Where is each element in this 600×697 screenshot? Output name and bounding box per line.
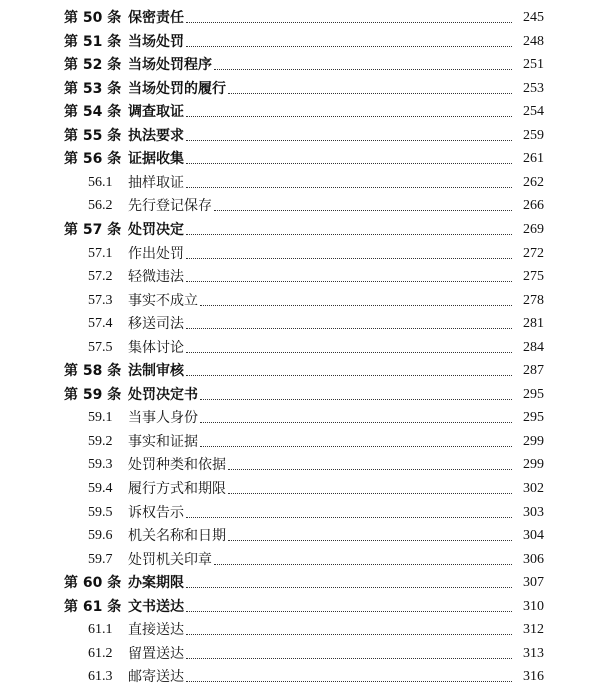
toc-subsection-entry[interactable] bbox=[0, 263, 600, 286]
toc-entry-page-number: 245 bbox=[523, 10, 544, 25]
toc-entry-page-number: 312 bbox=[523, 622, 544, 638]
toc-entry-number: 56.2 bbox=[88, 198, 113, 214]
toc-entry-number: 57.4 bbox=[88, 316, 113, 332]
toc-subsection-entry[interactable] bbox=[0, 499, 600, 522]
toc-subsection-entry[interactable] bbox=[0, 451, 600, 474]
toc-article-entry[interactable] bbox=[0, 381, 600, 404]
toc-entry-page-number: 269 bbox=[523, 221, 544, 237]
toc-entry-number: 第 59 条 bbox=[64, 386, 122, 403]
toc-entry-title: 移送司法 bbox=[128, 316, 184, 333]
dot-leader bbox=[186, 351, 512, 353]
toc-entry-number: 第 50 条 bbox=[64, 10, 122, 26]
dot-leader bbox=[186, 139, 512, 141]
dot-leader bbox=[228, 92, 512, 94]
dot-leader bbox=[186, 680, 512, 682]
toc-entry-page-number: 295 bbox=[523, 386, 544, 402]
toc-entry-page-number: 272 bbox=[523, 245, 544, 261]
dot-leader bbox=[200, 421, 512, 423]
toc-article-entry[interactable] bbox=[0, 357, 600, 380]
dot-leader bbox=[200, 304, 512, 306]
dot-leader bbox=[186, 162, 512, 164]
toc-entry-number: 第 57 条 bbox=[64, 221, 122, 238]
toc-entry-page-number: 281 bbox=[523, 316, 544, 332]
toc-entry-title: 事实和证据 bbox=[128, 433, 198, 450]
toc-entry-page-number: 302 bbox=[523, 481, 544, 496]
toc-entry-number: 61.1 bbox=[88, 622, 113, 638]
toc-entry-page-number: 306 bbox=[523, 551, 544, 567]
toc-entry-page-number: 299 bbox=[523, 457, 544, 473]
toc-article-entry[interactable] bbox=[0, 98, 600, 121]
toc-entry-page-number: 307 bbox=[523, 575, 544, 591]
toc-entry-page-number: 303 bbox=[523, 504, 544, 520]
toc-article-entry[interactable] bbox=[0, 593, 600, 616]
toc-entry-title: 保密责任 bbox=[128, 10, 184, 26]
toc-article-entry[interactable] bbox=[0, 122, 600, 145]
toc-entry-page-number: 278 bbox=[523, 292, 544, 308]
toc-entry-title: 处罚决定 bbox=[128, 221, 184, 238]
toc-article-entry[interactable] bbox=[0, 51, 600, 74]
toc-entry-page-number: 295 bbox=[523, 410, 544, 426]
toc-entry-page-number: 313 bbox=[523, 645, 544, 661]
toc-subsection-entry[interactable] bbox=[0, 192, 600, 215]
toc-entry-title: 调查取证 bbox=[128, 104, 184, 121]
dot-leader bbox=[186, 45, 512, 47]
toc-entry-title: 邮寄送达 bbox=[128, 669, 184, 686]
toc-entry-title: 办案期限 bbox=[128, 575, 184, 592]
toc-entry-number: 61.3 bbox=[88, 669, 113, 685]
toc-entry-page-number: 266 bbox=[523, 198, 544, 214]
toc-entry-title: 法制审核 bbox=[128, 363, 184, 380]
dot-leader bbox=[228, 468, 512, 470]
toc-entry-title: 文书送达 bbox=[128, 598, 184, 615]
toc-entry-number: 59.6 bbox=[88, 528, 113, 544]
toc-entry-title: 先行登记保存 bbox=[128, 198, 212, 215]
dot-leader bbox=[186, 233, 512, 235]
toc-subsection-entry[interactable] bbox=[0, 404, 600, 427]
dot-leader bbox=[186, 610, 512, 612]
toc-entry-number: 59.1 bbox=[88, 410, 113, 426]
toc-entry-page-number: 251 bbox=[523, 57, 544, 73]
toc-entry-title: 执法要求 bbox=[128, 127, 184, 144]
toc-entry-number: 59.3 bbox=[88, 457, 113, 473]
toc-entry-title: 处罚种类和依据 bbox=[128, 457, 226, 474]
toc-entry-title: 当事人身份 bbox=[128, 410, 198, 427]
toc-subsection-entry[interactable] bbox=[0, 616, 600, 639]
toc-entry-page-number: 304 bbox=[523, 528, 544, 544]
toc-entry-page-number: 248 bbox=[523, 33, 544, 49]
toc-entry-title: 处罚机关印章 bbox=[128, 551, 212, 568]
toc-entry-number: 第 51 条 bbox=[64, 33, 122, 50]
toc-entry-page-number: 299 bbox=[523, 433, 544, 449]
toc-article-entry[interactable] bbox=[0, 28, 600, 51]
toc-entry-page-number: 262 bbox=[523, 174, 544, 190]
dot-leader bbox=[186, 327, 512, 329]
toc-entry-number: 57.2 bbox=[88, 269, 113, 285]
toc-subsection-entry[interactable] bbox=[0, 334, 600, 357]
dot-leader bbox=[186, 657, 512, 659]
toc-entry-number: 61.2 bbox=[88, 645, 113, 661]
toc-entry-number: 第 61 条 bbox=[64, 598, 122, 615]
toc-entry-title: 处罚决定书 bbox=[128, 386, 198, 403]
dot-leader bbox=[186, 586, 512, 588]
toc-entry-title: 直接送达 bbox=[128, 622, 184, 639]
toc-entry-title: 留置送达 bbox=[128, 645, 184, 662]
toc-entry-title: 事实不成立 bbox=[128, 292, 198, 309]
toc-entry-title: 当场处罚的履行 bbox=[128, 80, 226, 97]
toc-article-entry[interactable] bbox=[0, 216, 600, 239]
toc-subsection-entry[interactable] bbox=[0, 287, 600, 310]
toc-subsection-entry[interactable] bbox=[0, 546, 600, 569]
toc-subsection-entry[interactable] bbox=[0, 663, 600, 686]
dot-leader bbox=[228, 539, 512, 541]
toc-subsection-entry[interactable] bbox=[0, 169, 600, 192]
toc-entry-number: 56.1 bbox=[88, 174, 113, 190]
toc-entry-title: 机关名称和日期 bbox=[128, 528, 226, 545]
toc-entry-number: 59.5 bbox=[88, 504, 113, 520]
toc-entry-title: 作出处罚 bbox=[128, 245, 184, 262]
toc-entry-number: 第 52 条 bbox=[64, 57, 122, 74]
toc-entry-number: 57.1 bbox=[88, 245, 113, 261]
toc-subsection-entry[interactable] bbox=[0, 475, 600, 498]
toc-entry-page-number: 287 bbox=[523, 363, 544, 379]
dot-leader bbox=[214, 563, 512, 565]
toc-subsection-entry[interactable] bbox=[0, 240, 600, 263]
toc-entry-title: 轻微违法 bbox=[128, 269, 184, 286]
toc-entry-page-number: 253 bbox=[523, 80, 544, 96]
toc-subsection-entry[interactable] bbox=[0, 310, 600, 333]
toc-entry-title: 证据收集 bbox=[128, 151, 184, 168]
toc-entry-number: 59.7 bbox=[88, 551, 113, 567]
dot-leader bbox=[214, 68, 512, 70]
toc-entry-number: 59.2 bbox=[88, 433, 113, 449]
toc-entry-page-number: 259 bbox=[523, 127, 544, 143]
toc-entry-number: 57.5 bbox=[88, 339, 113, 355]
toc-entry-number: 57.3 bbox=[88, 292, 113, 308]
toc-entry-number: 第 60 条 bbox=[64, 575, 122, 592]
dot-leader bbox=[186, 280, 512, 282]
toc-entry-number: 59.4 bbox=[88, 481, 113, 496]
dot-leader bbox=[186, 257, 512, 259]
toc-entry-page-number: 316 bbox=[523, 669, 544, 685]
toc-entry-number: 第 55 条 bbox=[64, 127, 122, 144]
toc-entry-title: 当场处罚程序 bbox=[128, 57, 212, 74]
toc-article-entry[interactable] bbox=[0, 569, 600, 592]
dot-leader bbox=[186, 21, 512, 23]
toc-entry-title: 抽样取证 bbox=[128, 174, 184, 191]
dot-leader bbox=[186, 374, 512, 376]
dot-leader bbox=[200, 445, 512, 447]
dot-leader bbox=[200, 398, 512, 400]
toc-entry-page-number: 254 bbox=[523, 104, 544, 120]
toc-entry-page-number: 275 bbox=[523, 269, 544, 285]
dot-leader bbox=[214, 209, 512, 211]
dot-leader bbox=[228, 492, 512, 494]
dot-leader bbox=[186, 633, 512, 635]
toc-subsection-entry[interactable] bbox=[0, 522, 600, 545]
toc-entry-number: 第 56 条 bbox=[64, 151, 122, 168]
toc-subsection-entry[interactable] bbox=[0, 640, 600, 663]
toc-entry-number: 第 58 条 bbox=[64, 363, 122, 380]
toc-entry-number: 第 54 条 bbox=[64, 104, 122, 121]
toc-entry-page-number: 261 bbox=[523, 151, 544, 167]
toc-entry-title: 集体讨论 bbox=[128, 339, 184, 356]
toc-entry-title: 履行方式和期限 bbox=[128, 481, 226, 497]
toc-subsection-entry[interactable] bbox=[0, 428, 600, 451]
toc-entry-page-number: 284 bbox=[523, 339, 544, 355]
dot-leader bbox=[186, 186, 512, 188]
toc-entry-page-number: 310 bbox=[523, 598, 544, 614]
toc-entry-number: 第 53 条 bbox=[64, 80, 122, 97]
toc-article-entry[interactable] bbox=[0, 4, 600, 27]
toc-entry-title: 诉权告示 bbox=[128, 504, 184, 521]
dot-leader bbox=[186, 516, 512, 518]
dot-leader bbox=[186, 115, 512, 117]
toc-article-entry[interactable] bbox=[0, 145, 600, 168]
toc-entry-title: 当场处罚 bbox=[128, 33, 184, 50]
toc-article-entry[interactable] bbox=[0, 75, 600, 98]
